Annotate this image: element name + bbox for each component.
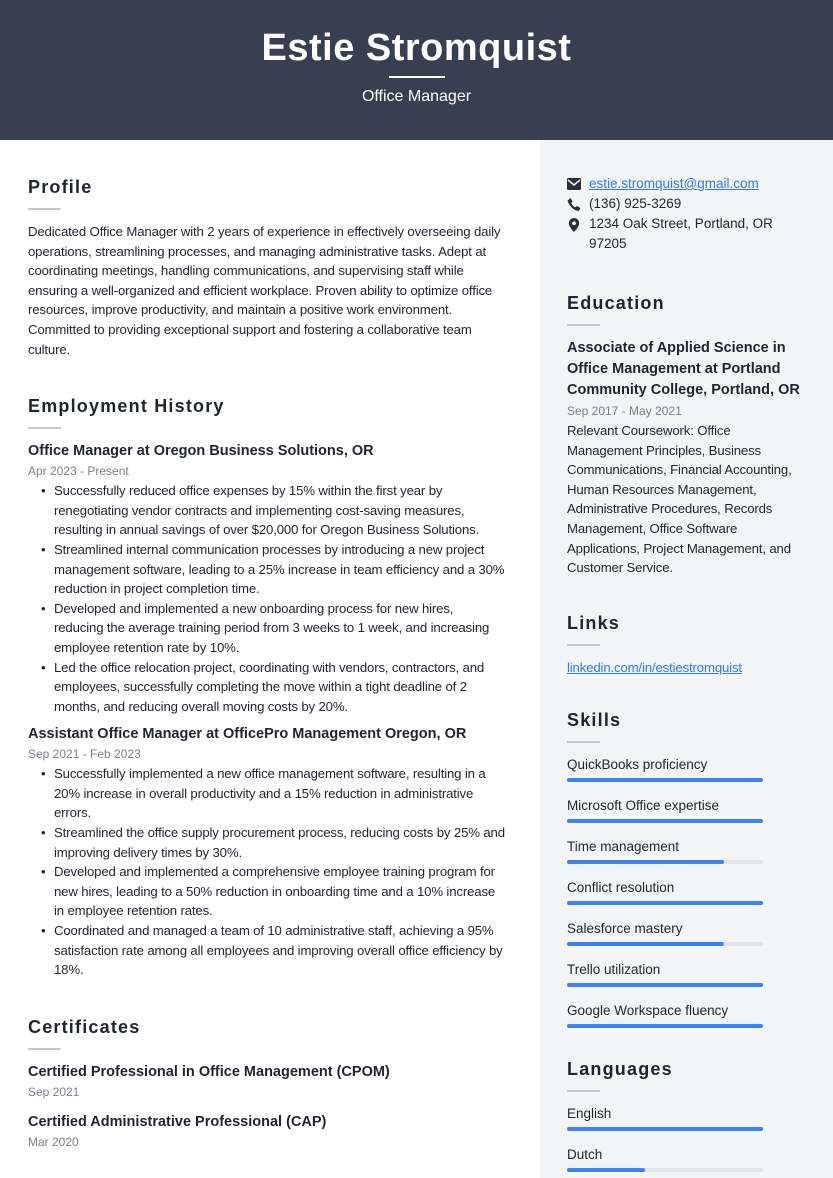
divider: [567, 1090, 600, 1092]
skill-item: [567, 837, 806, 864]
divider: [28, 1048, 61, 1050]
level-bar: [567, 778, 763, 782]
contact-address: [567, 214, 806, 254]
education-date: Sep 2017 - May 2021: [567, 404, 682, 418]
divider: [28, 208, 61, 210]
certificate-list: [28, 1062, 506, 1152]
level-fill: [567, 1127, 763, 1131]
divider: [28, 427, 61, 429]
skill-item: [567, 960, 806, 987]
job-title: Assistant Office Manager at OfficePro Management Oregon, OR: [28, 726, 467, 743]
level-bar: [567, 860, 763, 864]
bullet-item: • Led the office relocation project, coordinating with vendors, contractors, and employees, successfully completing the move within a tight deadline of 2 months, and reducing overall moving costs by 20%.: [54, 658, 506, 717]
location-pin-icon: [567, 218, 581, 232]
skill-name: Trello utilization: [567, 962, 661, 978]
job-bullets: [54, 481, 506, 716]
bullet-item: • Coordinated and managed a team of 10 administrative staff, achieving a 95% satisfaction rate among all employees and improving overall office efficiency by 18%.: [54, 921, 506, 980]
certificates-heading: Certificates: [28, 1016, 141, 1037]
level-bar: [567, 901, 763, 905]
certificate-name: Certified Professional in Office Management (CPOM): [28, 1063, 390, 1080]
links-heading: Links: [567, 612, 621, 633]
level-bar: [567, 983, 763, 987]
level-fill: [567, 1024, 763, 1028]
languages-heading: Languages: [567, 1059, 673, 1080]
phone-number: (136) 925-3269: [589, 196, 682, 211]
language-item: [567, 1104, 806, 1131]
divider: [567, 324, 600, 326]
bullet-item: • Streamlined the office supply procurement process, reducing costs by 25% and improving delivery times by 30%.: [54, 823, 506, 862]
language-list: [567, 1104, 806, 1172]
skill-name: Salesforce mastery: [567, 921, 683, 937]
skill-item: [567, 755, 806, 782]
level-bar: [567, 1024, 763, 1028]
level-fill: [567, 778, 763, 782]
divider: [567, 644, 600, 646]
bullet-item: • Successfully reduced office expenses by 15% within the first year by renegotiating vendor contracts and implementing cost-saving measures, resulting in annual savings of over $20,000 for Oregon Business Solutions.: [54, 481, 506, 540]
job-entry: [28, 724, 506, 980]
job-entry: [28, 441, 506, 716]
bullet-item: • Developed and implemented a new onboarding process for new hires, reducing the average training period from 3 weeks to 1 week, and increasing employee retention rate by 10%.: [54, 599, 506, 658]
level-fill: [567, 819, 763, 823]
address: 1234 Oak Street, Portland, OR 97205: [589, 216, 773, 251]
job-date: Sep 2021 - Feb 2023: [28, 747, 141, 762]
skills-heading: Skills: [567, 710, 622, 731]
level-bar: [567, 942, 763, 946]
linkedin-link[interactable]: linkedin.com/in/estiestromquist: [567, 659, 742, 675]
bullet-item: • Developed and implemented a comprehensive employee training program for new hires, leading to a 50% reduction in onboarding time and a 10% increase in employee retention rates.: [54, 862, 506, 921]
email-link[interactable]: estie.stromquist@gmail.com: [589, 176, 759, 191]
skill-list: [567, 755, 806, 1028]
bullet-item: • Streamlined internal communication processes by introducing a new project management software, leading to a 25% increase in team efficiency and a 30% reduction in project completion time.: [54, 540, 506, 599]
level-fill: [567, 860, 724, 864]
level-fill: [567, 942, 724, 946]
resume-header: [0, 0, 833, 140]
sidebar: [540, 140, 833, 1178]
certificate-date: Sep 2021: [28, 1084, 80, 1099]
divider: [389, 76, 445, 78]
certificate-name: Certified Administrative Professional (CAP): [28, 1113, 327, 1130]
skill-name: Time management: [567, 839, 680, 855]
language-name: Dutch: [567, 1147, 603, 1163]
education-details: Relevant Coursework: Office Management Principles, Business Communications, Financial Accounting, Human Resources Management, Administrative Procedures, Records Management, Office Software Applications, Project Management, and Customer Service.: [567, 423, 792, 576]
skill-item: [567, 919, 806, 946]
profile-heading: Profile: [28, 177, 93, 197]
job-bullets: [54, 764, 506, 980]
certificate-entry: [28, 1112, 506, 1152]
level-fill: [567, 901, 763, 905]
skill-name: Microsoft Office expertise: [567, 798, 720, 814]
phone-icon: [567, 198, 581, 211]
skill-item: [567, 878, 806, 905]
certificate-entry: [28, 1062, 506, 1102]
job-list: [28, 441, 506, 980]
skill-name: QuickBooks proficiency: [567, 757, 708, 773]
main-column: [28, 140, 506, 1162]
envelope-icon: [567, 178, 581, 190]
skill-name: Google Workspace fluency: [567, 1003, 729, 1019]
language-name: English: [567, 1106, 612, 1122]
degree: Associate of Applied Science in Office Management at Portland Community College, Portland, OR: [567, 340, 800, 398]
contact-email: [567, 174, 806, 194]
skill-item: [567, 1001, 806, 1028]
job-title: Office Manager: [361, 88, 472, 105]
employment-heading: Employment History: [28, 396, 225, 417]
certificate-date: Mar 2020: [28, 1134, 79, 1149]
skill-name: Conflict resolution: [567, 880, 675, 896]
bullet-item: • Successfully implemented a new office management software, resulting in a 20% increase in overall productivity and a 15% reduction in administrative errors.: [54, 764, 506, 823]
divider: [567, 741, 600, 743]
language-item: [567, 1145, 806, 1172]
level-fill: [567, 1168, 645, 1172]
level-bar: [567, 1127, 763, 1131]
level-bar: [567, 1168, 763, 1172]
level-fill: [567, 983, 763, 987]
skill-item: [567, 796, 806, 823]
job-date: Apr 2023 - Present: [28, 464, 129, 479]
job-title: Office Manager at Oregon Business Solutions, OR: [28, 443, 374, 460]
profile-text: Dedicated Office Manager with 2 years of experience in effectively overseeing daily operations, streamlining processes, and managing administrative tasks. Adept at coordinating meetings, handling communications, and supervising staff while ensuring a well-organized and efficient workplace. Proven ability to optimize office resources, improve productivity, and maintain a positive work environment. Committed to providing exceptional support and fostering a collaborative team culture.: [28, 224, 501, 357]
level-bar: [567, 819, 763, 823]
contact-phone: [567, 194, 806, 214]
education-heading: Education: [567, 293, 665, 313]
candidate-name: Estie Stromquist: [261, 27, 572, 69]
